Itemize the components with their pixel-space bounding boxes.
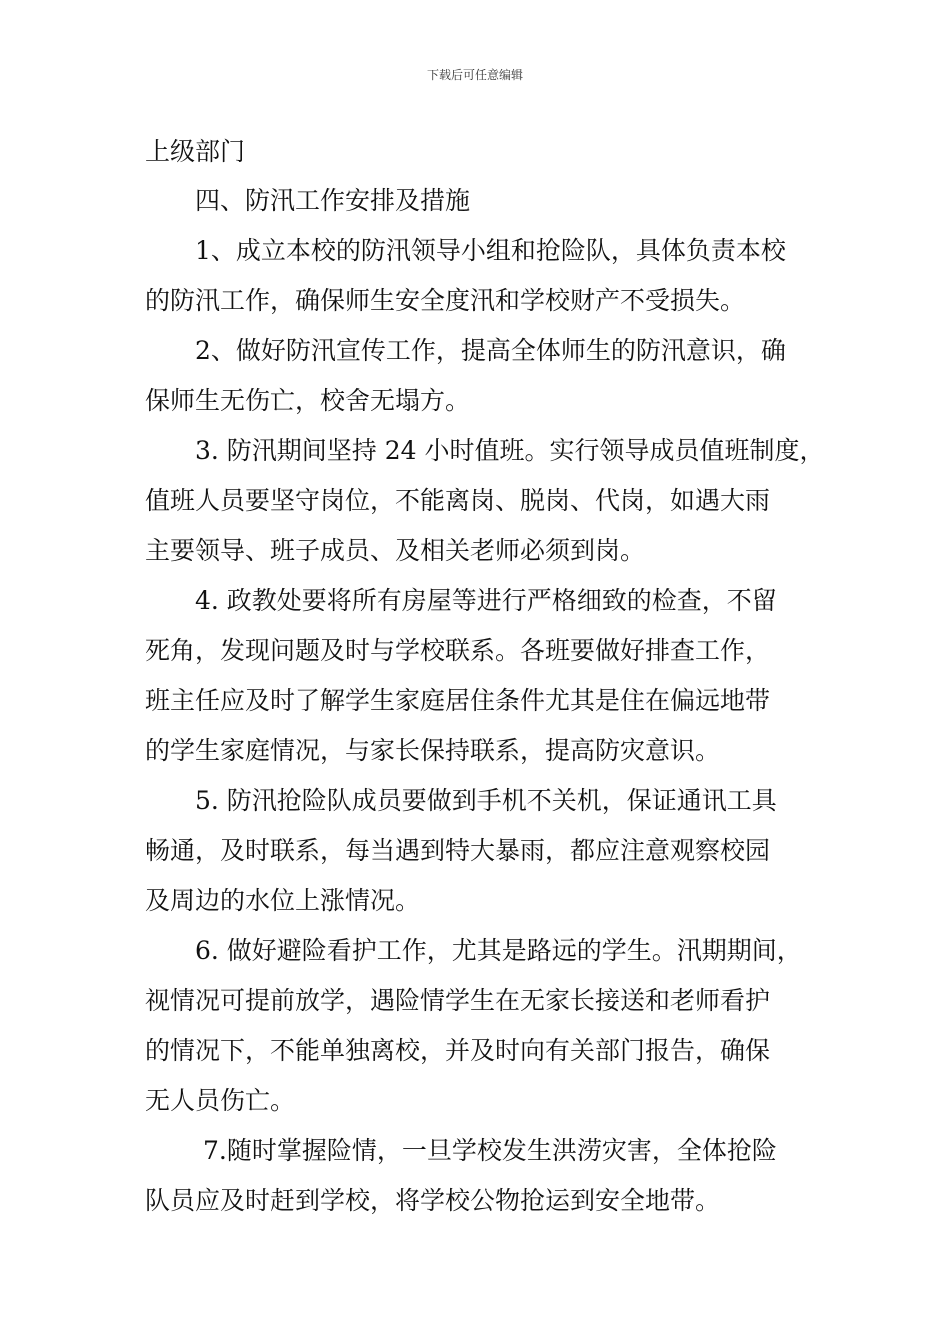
text-line: 上级部门 [145,137,246,166]
text-line: 2、做好防汛宣传工作，提高全体师生的防汛意识，确 [195,336,786,365]
text-line: 队员应及时赶到学校，将学校公物抢运到安全地带。 [145,1186,721,1215]
text-line: 死角，发现问题及时与学校联系。各班要做好排查工作， [145,636,771,665]
text-line: 保师生无伤亡，校舍无塌方。 [145,386,471,415]
text-line: 6. 做好避险看护工作，尤其是路远的学生。汛期期间， [195,936,802,965]
text-line: 视情况可提前放学，遇险情学生在无家长接送和老师看护 [145,986,771,1015]
text-line: 的学生家庭情况，与家长保持联系，提高防灾意识。 [145,736,721,765]
page-header-note: 下载后可任意编辑 [426,68,523,82]
text-line: 1、成立本校的防汛领导小组和抢险队，具体负责本校 [195,236,786,265]
text-line: 的情况下，不能单独离校，并及时向有关部门报告，确保 [145,1036,771,1065]
text-line: 无人员伤亡。 [145,1086,296,1115]
section-heading: 四、防汛工作安排及措施 [195,186,471,215]
text-line: 4. 政教处要将所有房屋等进行严格细致的检查，不留 [195,586,777,615]
text-line: 3. 防汛期间坚持 24 小时值班。实行领导成员值班制度， [195,436,825,465]
text-line: 5. 防汛抢险队成员要做到手机不关机，保证通讯工具 [195,786,777,815]
text-line: 的防汛工作，确保师生安全度汛和学校财产不受损失。 [145,286,746,315]
text-line: 及周边的水位上涨情况。 [145,886,421,915]
text-line: 值班人员要坚守岗位，不能离岗、脱岗、代岗，如遇大雨 [145,486,771,515]
text-line: 主要领导、班子成员、及相关老师必须到岗。 [145,536,646,565]
text-line: 7.随时掌握险情，一旦学校发生洪涝灾害，全体抢险 [203,1136,777,1165]
text-line: 畅通，及时联系，每当遇到特大暴雨，都应注意观察校园 [145,836,771,865]
text-line: 班主任应及时了解学生家庭居住条件尤其是住在偏远地带 [145,686,771,715]
